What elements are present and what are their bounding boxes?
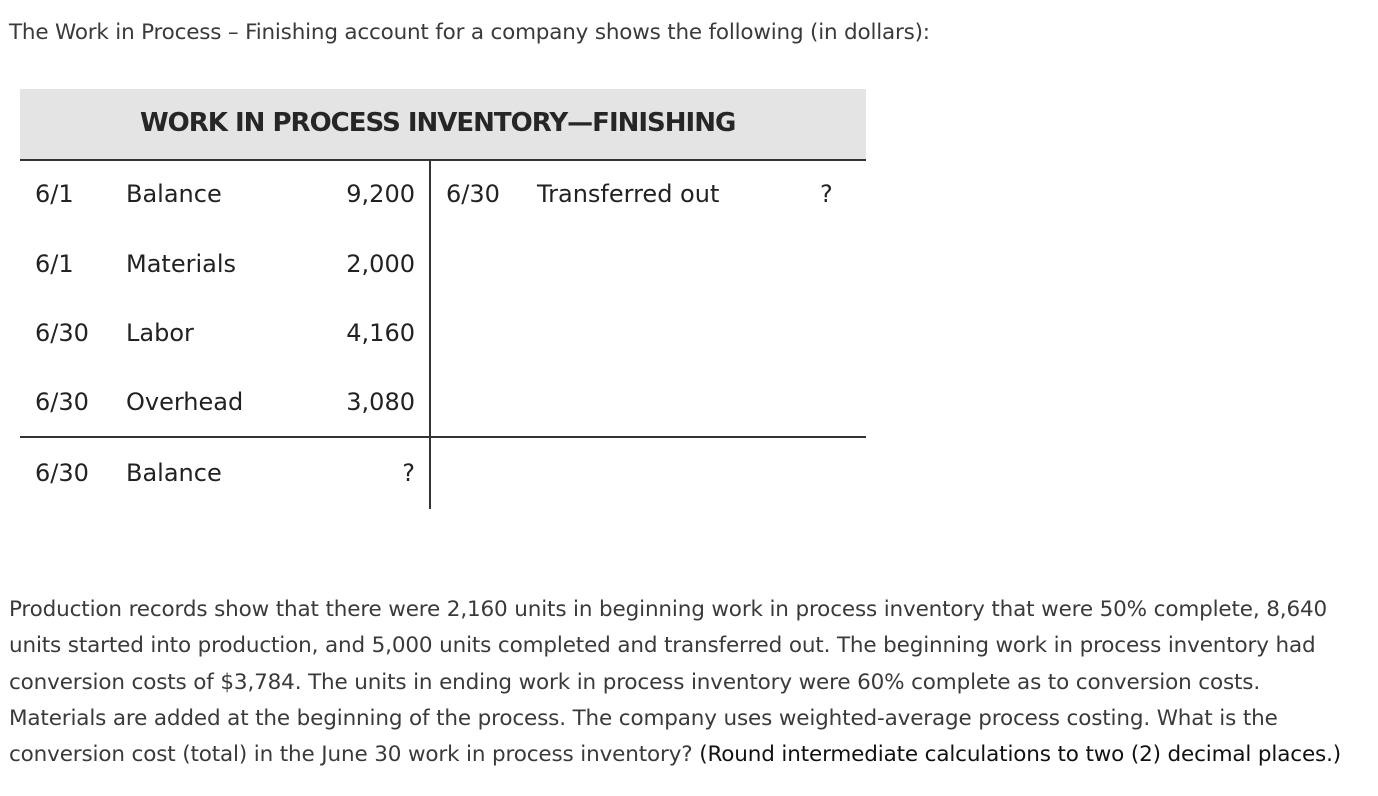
ending-balance-description: Balance — [126, 459, 222, 487]
debit-amount: 9,200 — [346, 180, 415, 208]
debit-description: Labor — [126, 319, 194, 347]
debit-description: Overhead — [126, 388, 244, 416]
t-account-header — [20, 89, 866, 161]
debit-date: 6/30 — [35, 319, 89, 347]
credit-date: 6/30 — [446, 180, 500, 208]
debit-date: 6/1 — [35, 180, 74, 208]
ending-balance-amount: ? — [402, 459, 415, 487]
debit-description: Materials — [126, 250, 237, 278]
credit-description: Transferred out — [537, 180, 720, 208]
t-account — [20, 89, 866, 509]
credit-amount: ? — [820, 180, 833, 208]
ending-balance-date: 6/30 — [35, 459, 89, 487]
t-account-title: WORK IN PROCESS INVENTORY—FINISHING — [140, 108, 736, 138]
debit-date: 6/30 — [35, 388, 89, 416]
debit-amount: 2,000 — [346, 250, 415, 278]
debit-amount: 4,160 — [346, 319, 415, 347]
t-account-vertical-rule — [429, 160, 431, 509]
question-body: Production records show that there were 2,160 units in beginning work in process inventory that were 50% complete, 8,640 units started into production, and 5,000 units completed and transferred out. The beginning work in process inventory had conversion costs of $3,784. The units in ending work in process inventory were 60% complete as to conversion costs. Materials are added at the beginning of the process. The company uses weighted-average process costing. What is the conversion cost (total) in the June 30 work in process inventory? — [9, 597, 1328, 768]
debit-amount: 3,080 — [346, 388, 415, 416]
problem-intro: The Work in Process – Finishing account for a company shows the following (in dollars): — [9, 20, 930, 45]
debit-date: 6/1 — [35, 250, 74, 278]
question-paragraph — [9, 592, 1354, 773]
rounding-note: (Round intermediate calculations to two (2) decimal places.) — [699, 742, 1342, 768]
t-account-total-rule — [20, 436, 866, 438]
debit-description: Balance — [126, 180, 222, 208]
